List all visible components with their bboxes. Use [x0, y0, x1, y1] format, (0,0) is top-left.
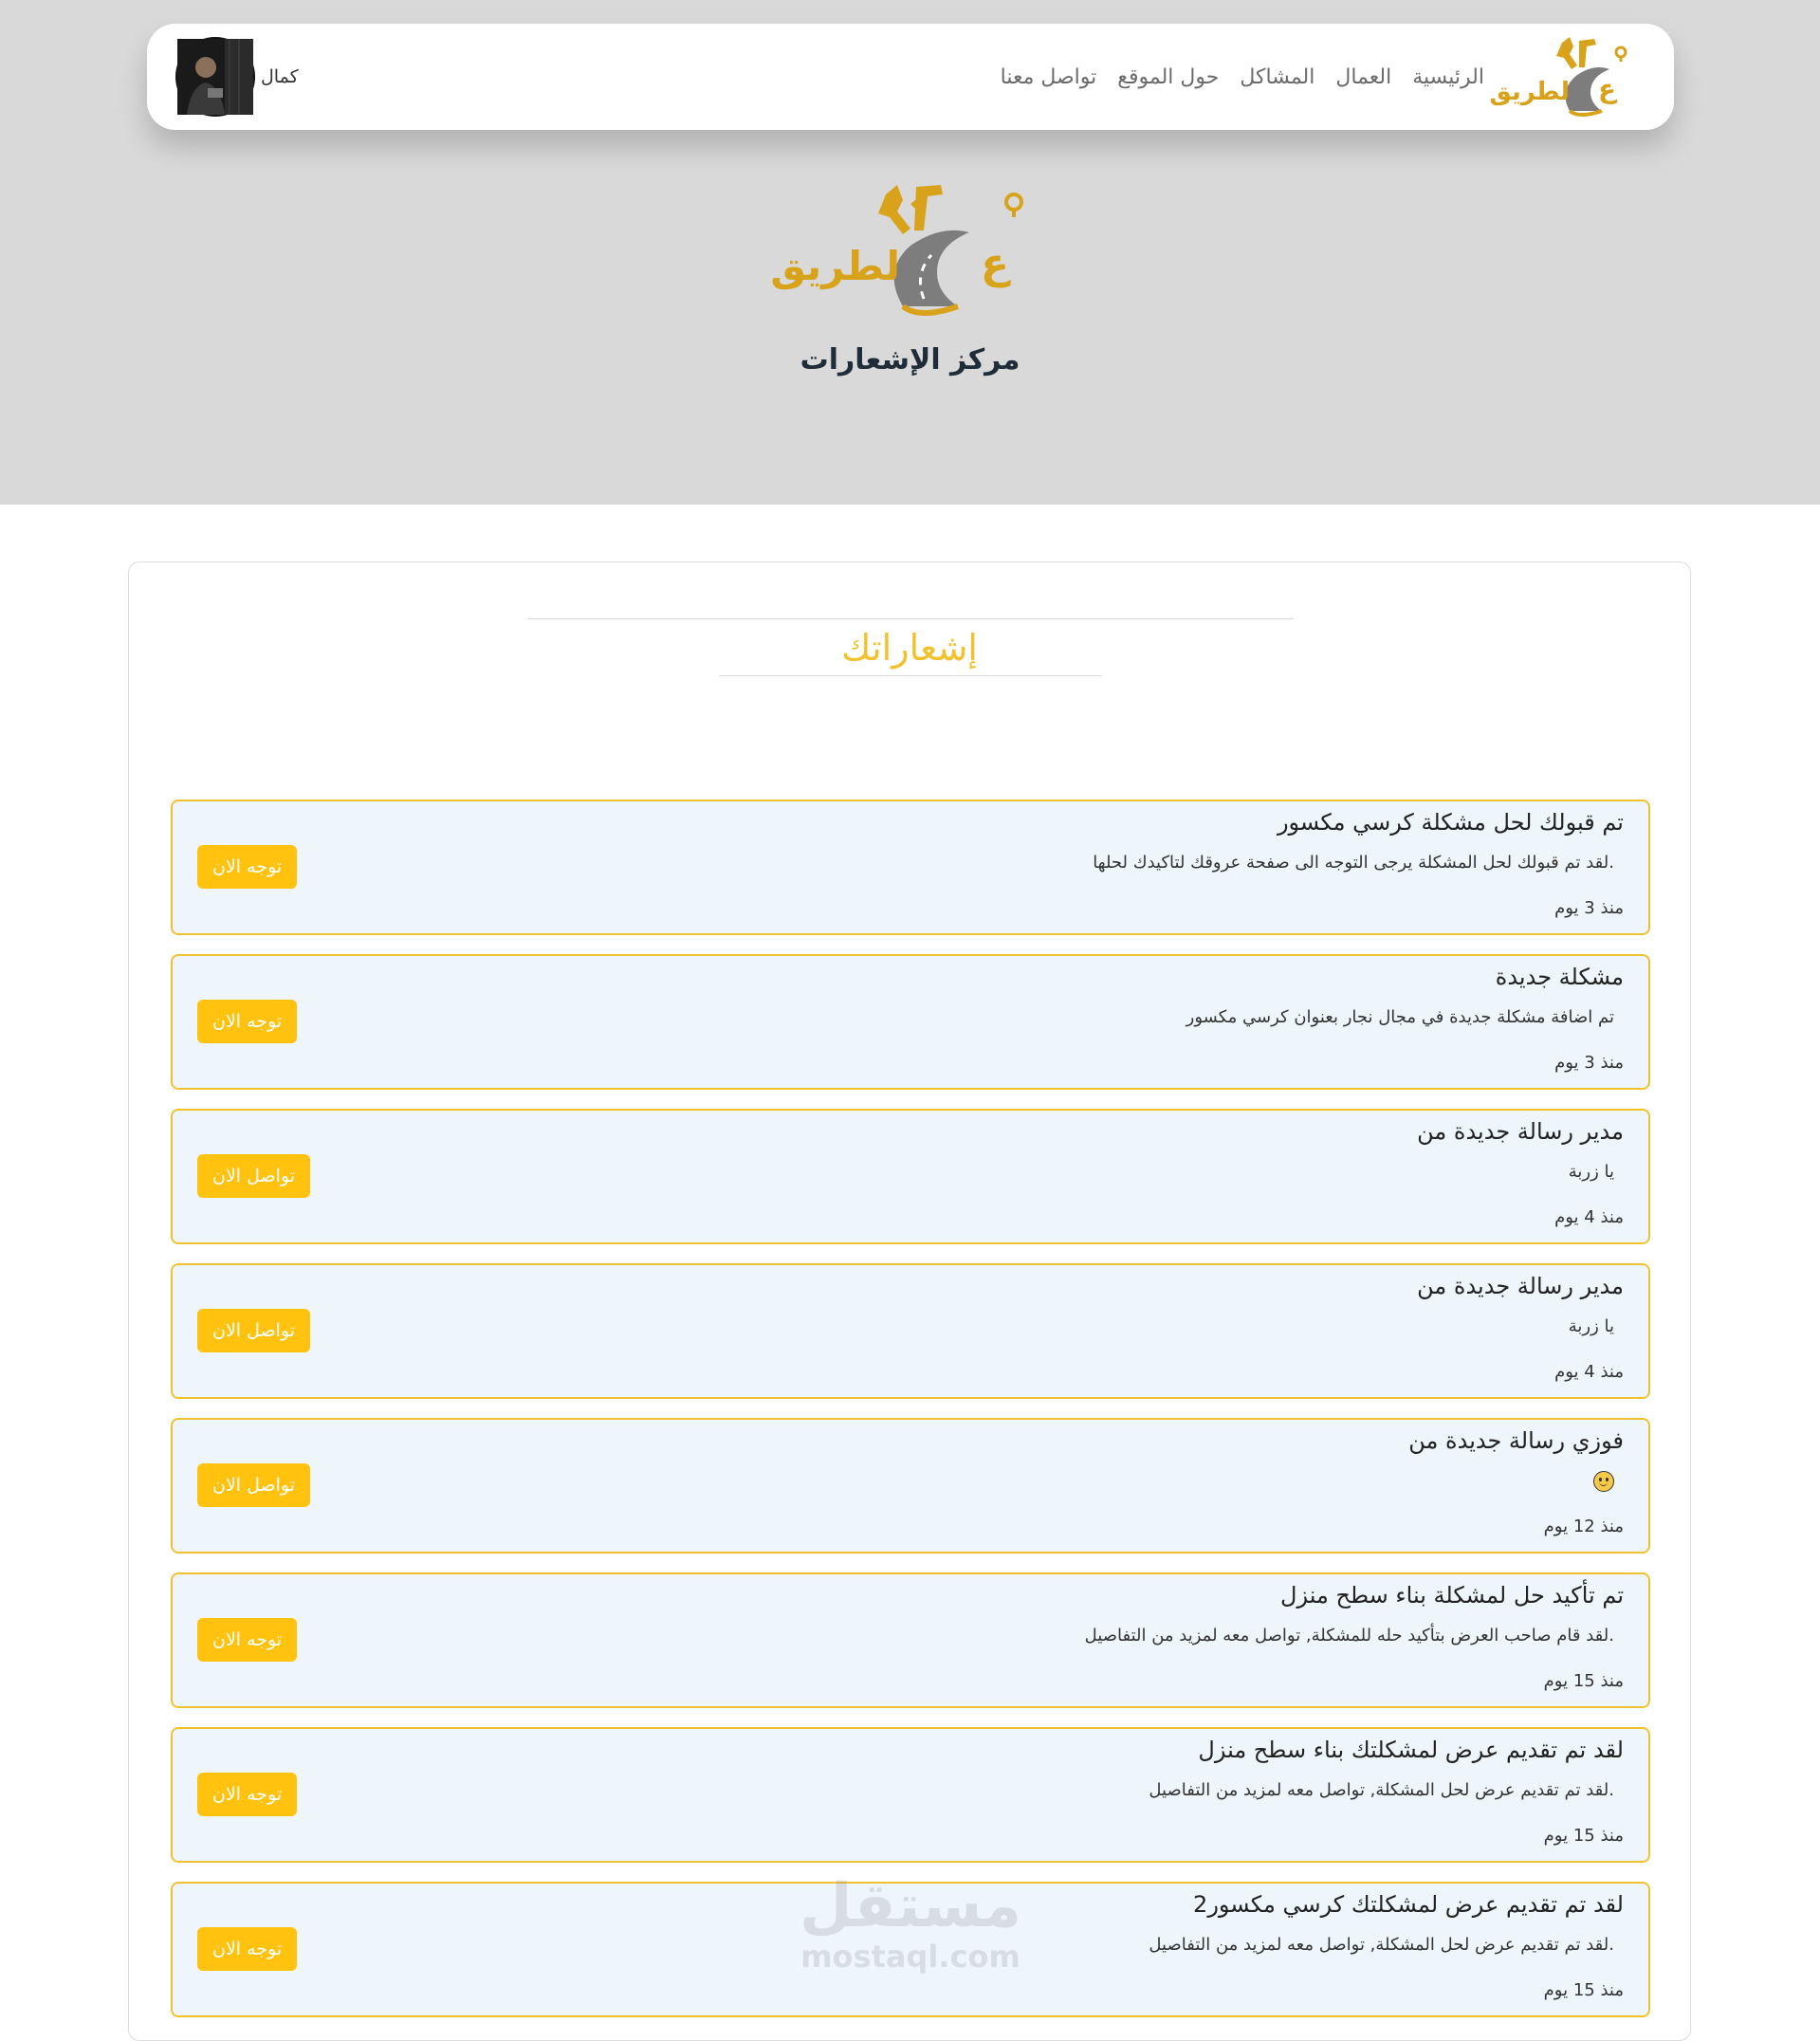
notification-item [171, 800, 1650, 935]
notification-item [171, 1572, 1650, 1708]
avatar[interactable] [175, 37, 255, 117]
notification-time: منذ 15 يوم [1543, 1671, 1624, 1691]
tools-icon [1556, 37, 1626, 69]
notification-body: تم اضافة مشكلة جديدة في مجال نجار بعنوان كرسي مكسور [1186, 1007, 1614, 1027]
notification-time: منذ 3 يوم [1554, 898, 1624, 918]
notification-time: منذ 15 يوم [1543, 1826, 1624, 1846]
watermark-logo: مستقل [799, 1871, 1022, 1941]
notification-body: يا زربة [1568, 1162, 1614, 1182]
divider [527, 618, 1294, 619]
notification-body: لقد قام صاحب العرض بتأكيد حله للمشكلة, تواصل معه لمزيد من التفاصيل. [1084, 1626, 1614, 1646]
contact-now-button[interactable]: تواصل الان [197, 1154, 310, 1198]
notification-title: فوزي رسالة جديدة من [1408, 1427, 1624, 1454]
nav-link-workers[interactable]: العمال [1335, 64, 1392, 89]
notification-body: لقد تم تقديم عرض لحل المشكلة, تواصل معه لمزيد من التفاصيل. [1149, 1780, 1614, 1800]
notification-list [171, 800, 1650, 2036]
notification-title: لقد تم تقديم عرض لمشكلتك بناء سطح منزل [1198, 1737, 1624, 1763]
top-navbar [147, 24, 1674, 130]
hero-brand-letter: ع [981, 240, 1010, 288]
user-photo-icon [177, 39, 253, 115]
hero-brand-logo [770, 175, 1028, 318]
nav-link-about[interactable]: حول الموقع [1117, 64, 1220, 89]
username[interactable]: كمال [261, 66, 299, 87]
notification-title: لقد تم تقديم عرض لمشكلتك كرسي مكسور2 [1193, 1891, 1624, 1918]
go-now-button[interactable]: توجه الان [197, 1618, 297, 1662]
hero-banner [0, 0, 1820, 505]
section-title: إشعاراتك [841, 627, 978, 669]
road-icon [894, 230, 969, 306]
notification-title: تم قبولك لحل مشكلة كرسي مكسور [1277, 809, 1624, 836]
smiley-icon [1593, 1471, 1614, 1492]
contact-now-button[interactable]: تواصل الان [197, 1309, 310, 1352]
contact-now-button[interactable]: تواصل الان [197, 1463, 310, 1507]
watermark-url: mostaql.com [800, 1939, 1020, 1975]
notification-body: يا زربة [1568, 1316, 1614, 1336]
notification-item [171, 1727, 1650, 1863]
notification-title: مدير رسالة جديدة من [1417, 1118, 1624, 1145]
go-now-button[interactable]: توجه الان [197, 1000, 297, 1043]
notification-item [171, 1418, 1650, 1554]
go-now-button[interactable]: توجه الان [197, 1927, 297, 1971]
notification-title: مشكلة جديدة [1495, 964, 1624, 990]
notification-item [171, 1109, 1650, 1244]
notification-body: لقد تم تقديم عرض لحل المشكلة, تواصل معه لمزيد من التفاصيل. [1149, 1935, 1614, 1955]
notification-title: مدير رسالة جديدة من [1417, 1273, 1624, 1299]
nav-link-home[interactable]: الرئيسية [1412, 64, 1484, 89]
nav-link-problems[interactable]: المشاكل [1240, 64, 1315, 89]
notifications-card [128, 561, 1691, 2041]
notification-time: منذ 15 يوم [1543, 1980, 1624, 2000]
brand-letter: ع [1598, 73, 1617, 104]
notification-time: منذ 4 يوم [1554, 1207, 1624, 1227]
main-nav [1001, 24, 1484, 130]
notification-body: لقد تم قبولك لحل المشكلة يرجى التوجه الى صفحة عروقك لتاكيدك لحلها. [1093, 853, 1614, 873]
hero-brand-name: لطريق [770, 243, 900, 289]
notification-item [171, 954, 1650, 1090]
notification-body [1593, 1471, 1614, 1497]
go-now-button[interactable]: توجه الان [197, 1773, 297, 1816]
tools-icon [878, 185, 1021, 234]
notification-title: تم تأكيد حل لمشكلة بناء سطح منزل [1280, 1582, 1624, 1609]
watermark [797, 1873, 1024, 1977]
go-now-button[interactable]: توجه الان [197, 845, 297, 889]
user-menu[interactable] [175, 37, 299, 117]
brand-logo[interactable] [1489, 33, 1645, 120]
notification-time: منذ 3 يوم [1554, 1053, 1624, 1073]
nav-link-contact[interactable]: تواصل معنا [1000, 64, 1097, 89]
notification-time: منذ 12 يوم [1543, 1517, 1624, 1536]
divider [719, 675, 1102, 676]
notification-time: منذ 4 يوم [1554, 1362, 1624, 1382]
page-title: مركز الإشعارات [800, 343, 1020, 377]
notification-item [171, 1263, 1650, 1399]
brand-name: لطريق [1489, 78, 1570, 106]
